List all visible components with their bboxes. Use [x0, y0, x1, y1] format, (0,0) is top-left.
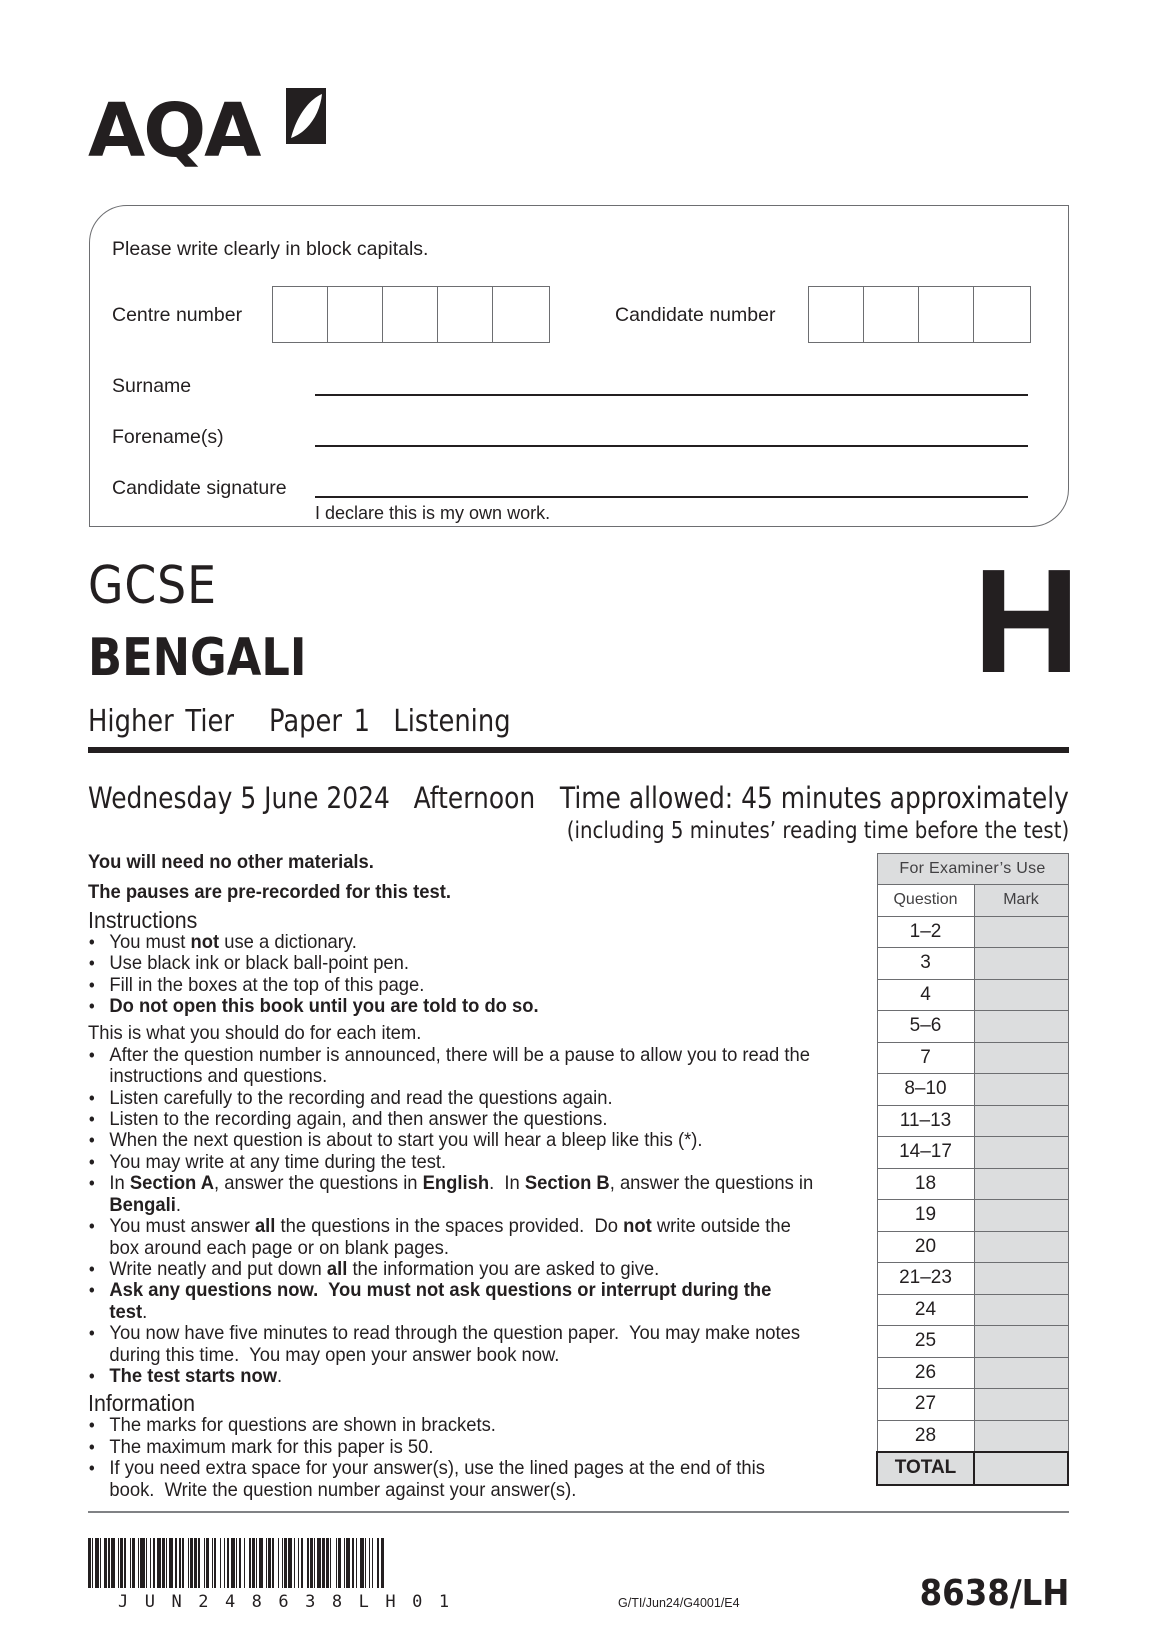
list-item: • You must not use a dictionary.	[88, 932, 813, 953]
mark-cell[interactable]	[974, 1357, 1068, 1389]
table-row	[877, 1137, 1068, 1169]
leaf-icon	[286, 88, 326, 144]
list-item: • Write neatly and put down all the information you are asked to give.	[88, 1259, 813, 1280]
question-cell: 8–10	[877, 1074, 974, 1106]
mark-cell[interactable]	[974, 1011, 1068, 1043]
centre-number-digit[interactable]	[383, 287, 438, 342]
centre-number-input[interactable]	[272, 286, 550, 343]
each-item-list	[88, 1045, 813, 1388]
barcode-text: JUN248638LH01	[118, 1592, 466, 1612]
mark-cell[interactable]	[974, 1105, 1068, 1137]
table-row	[877, 1420, 1068, 1452]
subject-title: BENGALI	[88, 628, 307, 688]
list-item: • After the question number is announced, there will be a pause to allow you to read the instructions and questions.	[88, 1045, 813, 1088]
list-item: • Fill in the boxes at the top of this page.	[88, 975, 813, 996]
block-capitals-instruction: Please write clearly in block capitals.	[112, 238, 429, 260]
document-reference: G/TI/Jun24/G4001/E4	[618, 1596, 740, 1610]
footer-divider	[88, 1511, 1069, 1513]
list-item: • Do not open this book until you are told to do so.	[88, 996, 813, 1017]
table-row	[877, 1074, 1068, 1106]
table-row	[877, 1357, 1068, 1389]
candidate-number-label: Candidate number	[615, 304, 776, 326]
mark-cell[interactable]	[974, 1389, 1068, 1421]
table-row	[877, 1011, 1068, 1043]
candidate-number-input[interactable]	[808, 286, 1031, 343]
table-row	[877, 1200, 1068, 1232]
surname-label: Surname	[112, 375, 192, 397]
list-item: • If you need extra space for your answer(s), use the lined pages at the end of this book. Write the question number against your answer(s).	[88, 1458, 813, 1501]
general-instructions-list	[88, 932, 813, 1018]
mark-cell[interactable]	[974, 1074, 1068, 1106]
list-item: • When the next question is about to start you will hear a bleep like this (*).	[88, 1130, 813, 1151]
title-divider	[88, 747, 1069, 753]
signature-field[interactable]	[315, 496, 1028, 498]
table-row	[877, 916, 1068, 948]
centre-number-digit[interactable]	[438, 287, 493, 342]
total-mark-cell[interactable]	[974, 1452, 1068, 1485]
table-row	[877, 1168, 1068, 1200]
mark-cell[interactable]	[974, 979, 1068, 1011]
question-cell: 1–2	[877, 916, 974, 948]
list-item: • The test starts now.	[88, 1366, 813, 1387]
mark-cell[interactable]	[974, 1263, 1068, 1295]
examiner-use-table	[876, 853, 1069, 1486]
list-item: • Listen to the recording again, and then answer the questions.	[88, 1109, 813, 1130]
question-cell: 11–13	[877, 1105, 974, 1137]
mark-column-header: Mark	[974, 885, 1068, 917]
list-item: • The marks for questions are shown in brackets.	[88, 1415, 813, 1436]
question-cell: 28	[877, 1420, 974, 1452]
question-cell: 7	[877, 1042, 974, 1074]
table-row	[877, 1263, 1068, 1295]
table-row	[877, 1294, 1068, 1326]
table-row	[877, 1042, 1068, 1074]
forenames-label: Forename(s)	[112, 426, 224, 448]
examiner-table-title: For Examiner’s Use	[877, 854, 1068, 885]
mark-cell[interactable]	[974, 1042, 1068, 1074]
total-label: TOTAL	[877, 1452, 974, 1485]
question-cell: 19	[877, 1200, 974, 1232]
aqa-logo	[88, 88, 338, 178]
mark-cell[interactable]	[974, 916, 1068, 948]
qualification-title: GCSE	[88, 556, 217, 616]
exam-date: Wednesday 5 June 2024 Afternoon	[88, 781, 536, 815]
question-cell: 20	[877, 1231, 974, 1263]
centre-number-digit[interactable]	[493, 287, 548, 342]
list-item: • You may write at any time during the test.	[88, 1152, 813, 1173]
question-cell: 21–23	[877, 1263, 974, 1295]
list-item: • You now have five minutes to read through the question paper. You may make notes during this time. You may open your answer book now.	[88, 1323, 813, 1366]
mark-cell[interactable]	[974, 1326, 1068, 1358]
materials-note: You will need no other materials.	[88, 851, 374, 873]
mark-cell[interactable]	[974, 1294, 1068, 1326]
question-cell: 3	[877, 948, 974, 980]
question-cell: 26	[877, 1357, 974, 1389]
question-cell: 4	[877, 979, 974, 1011]
list-item: • In Section A, answer the questions in English. In Section B, answer the questions in Bengali.	[88, 1173, 813, 1216]
question-cell: 5–6	[877, 1011, 974, 1043]
list-item: • You must answer all the questions in the spaces provided. Do not write outside the box around each page or on blank pages.	[88, 1216, 813, 1259]
table-row	[877, 1105, 1068, 1137]
question-column-header: Question	[877, 885, 974, 917]
surname-field[interactable]	[315, 394, 1028, 396]
candidate-number-digit[interactable]	[919, 287, 974, 342]
mark-cell[interactable]	[974, 1137, 1068, 1169]
each-item-intro: This is what you should do for each item.	[88, 1022, 422, 1045]
signature-label: Candidate signature	[112, 477, 287, 499]
list-item: • Ask any questions now. You must not ask questions or interrupt during the test.	[88, 1280, 813, 1323]
centre-number-digit[interactable]	[328, 287, 383, 342]
list-item: • Listen carefully to the recording and read the questions again.	[88, 1088, 813, 1109]
barcode	[88, 1538, 486, 1588]
question-cell: 18	[877, 1168, 974, 1200]
question-cell: 25	[877, 1326, 974, 1358]
information-list	[88, 1415, 813, 1501]
time-allowed: Time allowed: 45 minutes approximately	[559, 781, 1069, 815]
candidate-number-digit[interactable]	[974, 287, 1029, 342]
paper-code: 8638/LH	[919, 1573, 1069, 1614]
question-cell: 24	[877, 1294, 974, 1326]
candidate-number-digit[interactable]	[864, 287, 919, 342]
time-note: (including 5 minutes’ reading time before the test)	[566, 818, 1069, 844]
forenames-field[interactable]	[315, 445, 1028, 447]
tier-letter: H	[973, 539, 1080, 704]
instructions-section	[88, 852, 813, 1501]
mark-cell[interactable]	[974, 1231, 1068, 1263]
logo-text: AQA	[88, 88, 260, 174]
table-row	[877, 1326, 1068, 1358]
mark-cell[interactable]	[974, 1420, 1068, 1452]
pauses-note: The pauses are pre-recorded for this test.	[88, 881, 451, 904]
information-heading: Information	[88, 1390, 196, 1417]
declaration-text: I declare this is my own work.	[315, 503, 551, 523]
question-cell: 14–17	[877, 1137, 974, 1169]
table-row	[877, 1389, 1068, 1421]
table-row	[877, 948, 1068, 980]
question-cell: 27	[877, 1389, 974, 1421]
list-item: • The maximum mark for this paper is 50.	[88, 1437, 813, 1458]
centre-number-label: Centre number	[112, 304, 243, 326]
instructions-heading: Instructions	[88, 906, 198, 933]
centre-number-digit[interactable]	[273, 287, 328, 342]
mark-cell[interactable]	[974, 1200, 1068, 1232]
candidate-number-digit[interactable]	[809, 287, 864, 342]
total-row	[877, 1452, 1068, 1485]
mark-cell[interactable]	[974, 948, 1068, 980]
tier-paper-title: Higher Tier Paper 1 Listening	[88, 704, 511, 739]
table-row	[877, 979, 1068, 1011]
mark-cell[interactable]	[974, 1168, 1068, 1200]
list-item: • Use black ink or black ball-point pen.	[88, 953, 813, 974]
table-row	[877, 1231, 1068, 1263]
